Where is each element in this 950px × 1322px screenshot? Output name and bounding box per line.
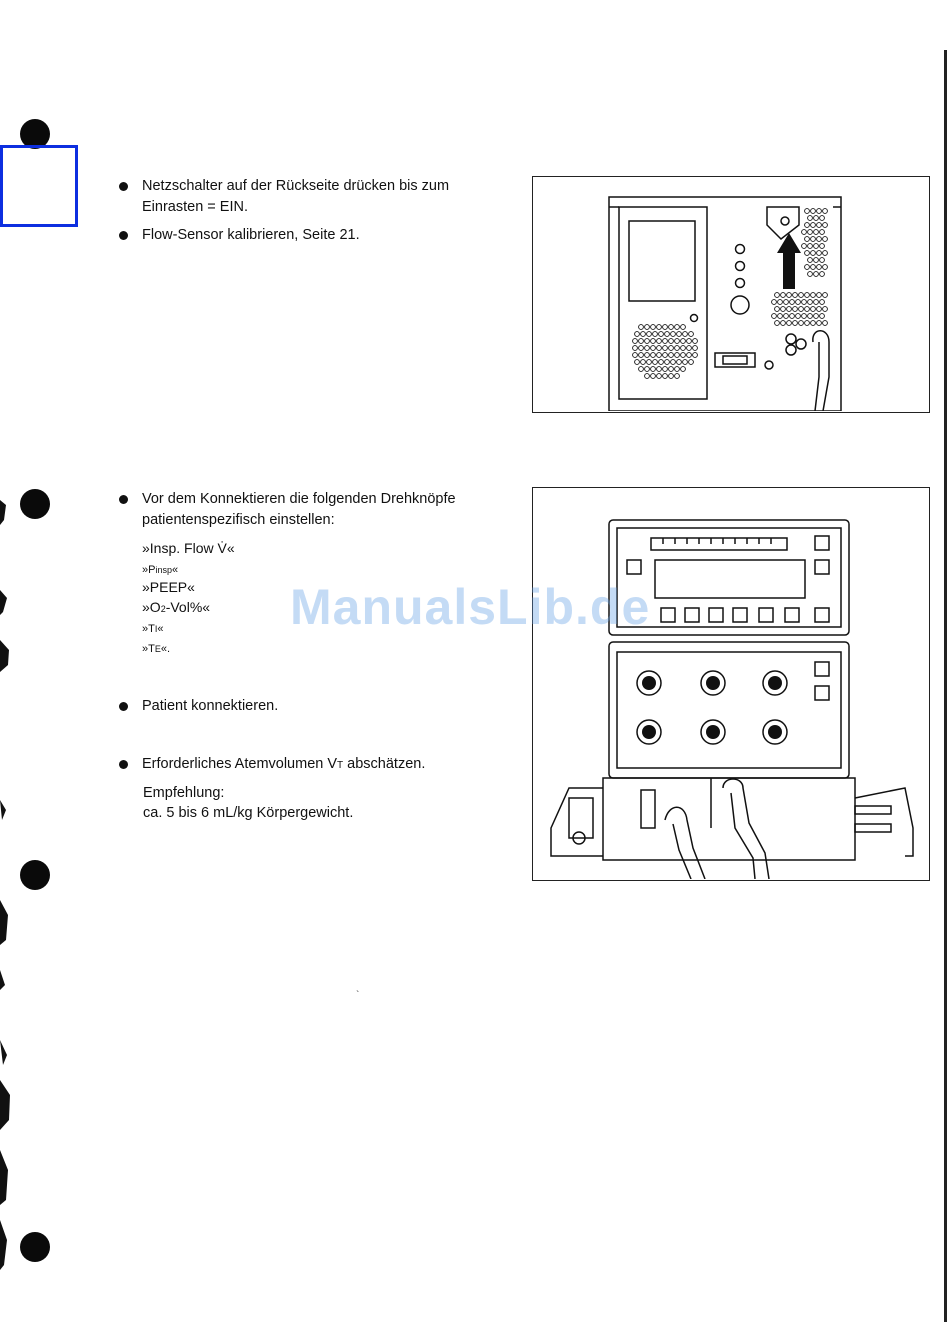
highlight-box — [0, 145, 78, 227]
tidal-volume-text: Erforderliches Atemvolumen VT abschätzen. — [142, 756, 426, 772]
recommendation-label: Empfehlung: — [143, 785, 225, 801]
figure-rear-panel — [532, 176, 930, 413]
punch-hole-4 — [20, 1232, 50, 1262]
power-switch-text: Netzschalter auf der Rückseite drücken bis zum Einrasten = EIN. — [142, 178, 450, 215]
front-panel-illustration — [533, 488, 928, 879]
flow-sensor-text: Flow-Sensor kalibrieren, Seite 21. — [142, 227, 360, 243]
param-te: »TE«. — [142, 643, 171, 655]
bullet-dot — [119, 182, 128, 191]
param-pinsp: »Pinsp« — [142, 564, 179, 576]
patient-text: Patient konnektieren. — [142, 698, 279, 714]
bullet-dot — [119, 495, 128, 504]
page-right-rule — [944, 50, 947, 1322]
punch-hole-2 — [20, 489, 50, 519]
param-insp-flow: »Insp. Flow V̇« — [142, 540, 235, 556]
bullet-power-switch — [119, 176, 492, 218]
bullet-patient — [119, 696, 278, 717]
bullet-flow-sensor — [119, 225, 360, 246]
bullet-knobs — [119, 489, 492, 531]
bullet-tidal-volume — [119, 754, 425, 776]
bullet-dot — [119, 231, 128, 240]
watermark: ManualsLib.de — [290, 579, 651, 635]
param-o2: »O2-Vol%« — [142, 599, 211, 615]
param-ti: »TI« — [142, 623, 164, 635]
knobs-text: Vor dem Konnektieren die folgenden Drehknöpfe patientenspezifisch einstellen: — [142, 491, 456, 528]
bullet-dot — [119, 760, 128, 769]
punch-hole-3 — [20, 860, 50, 890]
rear-panel-illustration — [533, 177, 928, 411]
recommendation-value: ca. 5 bis 6 mL/kg Körpergewicht. — [143, 805, 354, 821]
bullet-dot — [119, 702, 128, 711]
scan-speck: ` — [356, 990, 360, 1001]
figure-front-panel — [532, 487, 930, 881]
param-peep: »PEEP« — [142, 579, 195, 595]
